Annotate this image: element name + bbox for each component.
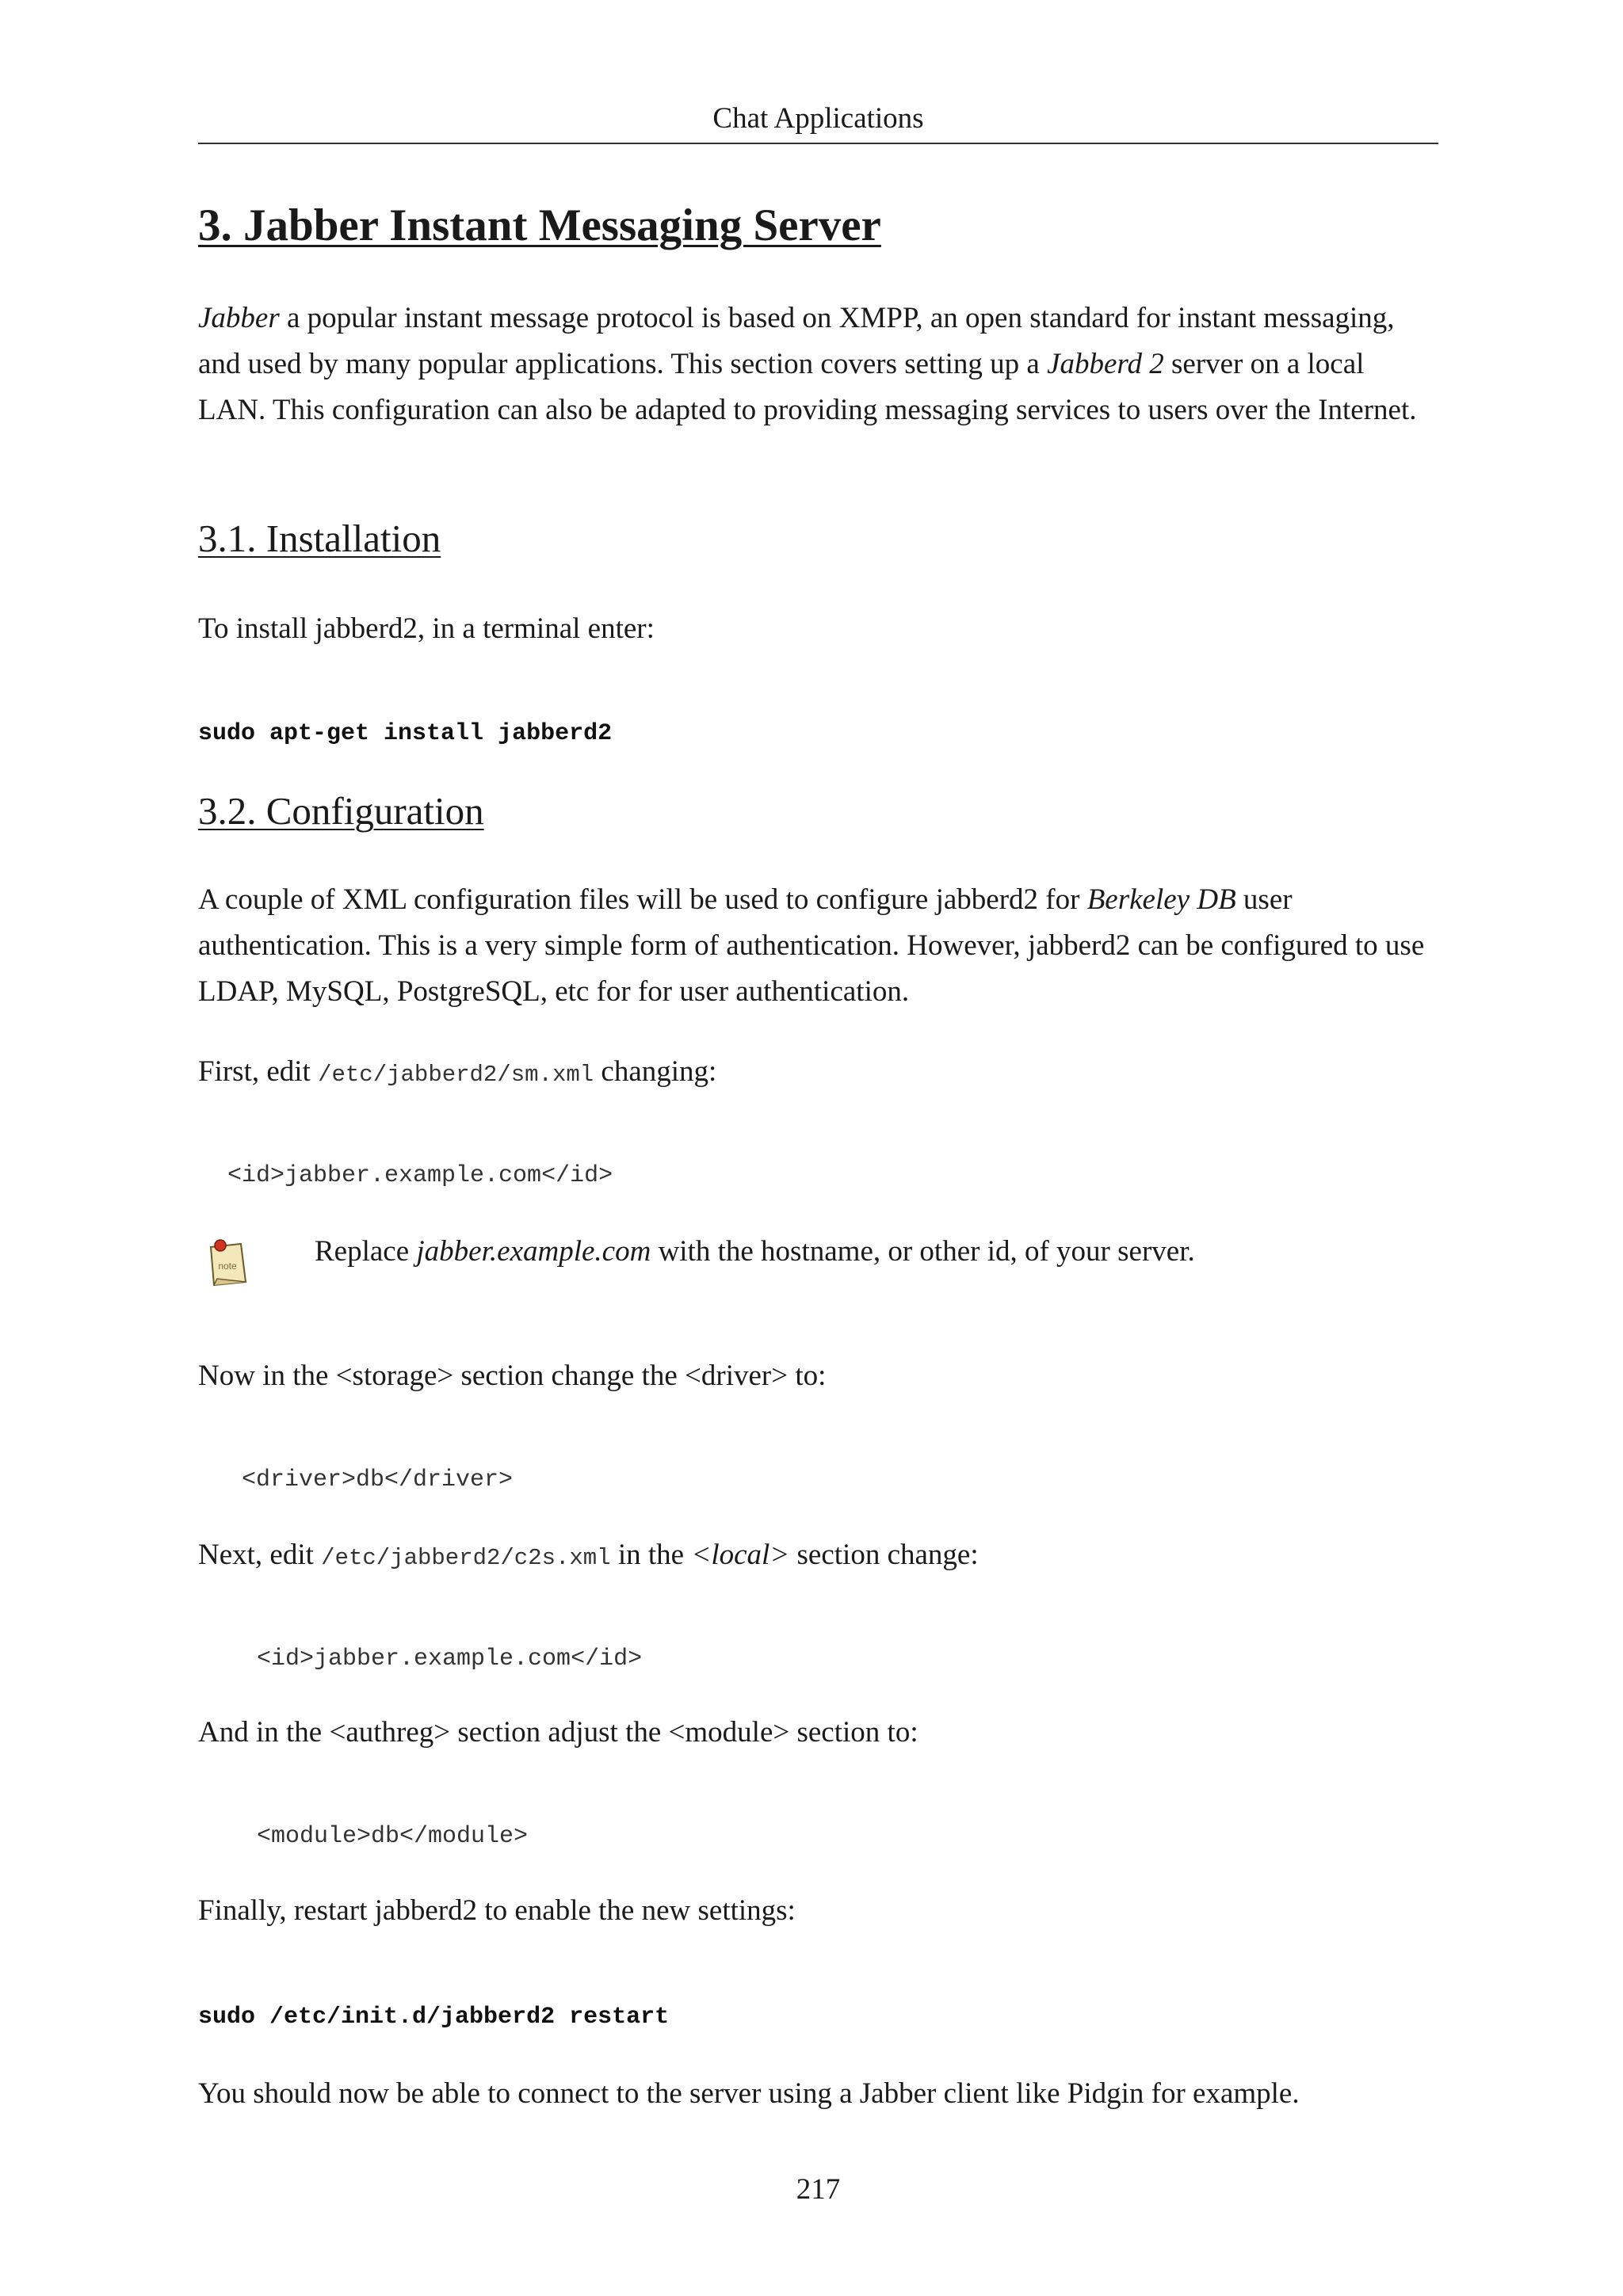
config-p1-term: Berkeley DB [1086, 883, 1236, 916]
note-text-a: Replace [315, 1235, 417, 1268]
code-id-c2s: <id>jabber.example.com</id> [257, 1646, 643, 1672]
intro-text-a: a popular instant message protocol is based on XMPP, an open standard for instant messaging, and used by many popular applications. This section covers setting up a [198, 302, 1395, 380]
note-text-b: with the hostname, or other id, of your server. [651, 1235, 1195, 1268]
installation-text: To install jabberd2, in a terminal enter: [198, 612, 655, 645]
header-rule [198, 143, 1438, 144]
config-paragraph-3: Now in the <storage> section change the <driver> to: [198, 1360, 827, 1392]
config-paragraph-1 [198, 877, 1438, 1015]
running-head: Chat Applications [712, 102, 924, 135]
config-p4-text-a: Next, edit [198, 1539, 322, 1571]
config-paragraph-7: You should now be able to connect to the server using a Jabber client like Pidgin for example. [198, 2077, 1300, 2110]
config-p2-text-b: changing: [594, 1055, 717, 1088]
intro-term2: Jabberd 2 [1047, 348, 1164, 380]
section-title: 3. Jabber Instant Messaging Server [198, 200, 881, 250]
configuration-heading: 3.2. Configuration [198, 789, 484, 833]
local-term: <local> [691, 1539, 790, 1571]
code-module: <module>db</module> [257, 1823, 529, 1850]
intro-text-b: server on a local LAN. This configuration can also be adapted to providing messaging services to users over the Internet. [198, 348, 1417, 426]
intro-term: Jabber [198, 302, 280, 334]
config-paragraph-6: Finally, restart jabberd2 to enable the new settings: [198, 1894, 796, 1927]
code-id-sm: <id>jabber.example.com</id> [227, 1162, 613, 1189]
config-p4-text-c: section change: [789, 1539, 979, 1571]
note-icon [206, 1238, 250, 1288]
install-command: sudo apt-get install jabberd2 [198, 720, 613, 747]
c2s-xml-path: /etc/jabberd2/c2s.xml [321, 1545, 611, 1571]
config-p2-text-a: First, edit [198, 1055, 319, 1088]
code-driver: <driver>db</driver> [242, 1466, 514, 1493]
installation-heading: 3.1. Installation [198, 517, 441, 560]
intro-paragraph [198, 296, 1438, 433]
svg-text:note: note [218, 1261, 237, 1272]
config-p1-text-b: user authentication. This is a very simple form of authentication. However, jabberd2 can be configured to use LDAP, MySQL, PostgreSQL, etc for for user authentication. [198, 883, 1425, 1008]
note-text [315, 1229, 1424, 1275]
sm-xml-path: /etc/jabberd2/sm.xml [318, 1062, 594, 1088]
config-paragraph-2 [198, 1049, 1438, 1098]
restart-command: sudo /etc/init.d/jabberd2 restart [198, 2004, 670, 2031]
note-term: jabber.example.com [416, 1235, 651, 1268]
config-paragraph-5: And in the <authreg> section adjust the <module> section to: [198, 1716, 918, 1749]
page-number: 217 [796, 2173, 841, 2206]
config-p1-text-a: A couple of XML configuration files will be used to configure jabberd2 for [198, 883, 1087, 916]
config-paragraph-4 [198, 1532, 1438, 1581]
config-p4-text-b: in the [610, 1539, 692, 1571]
